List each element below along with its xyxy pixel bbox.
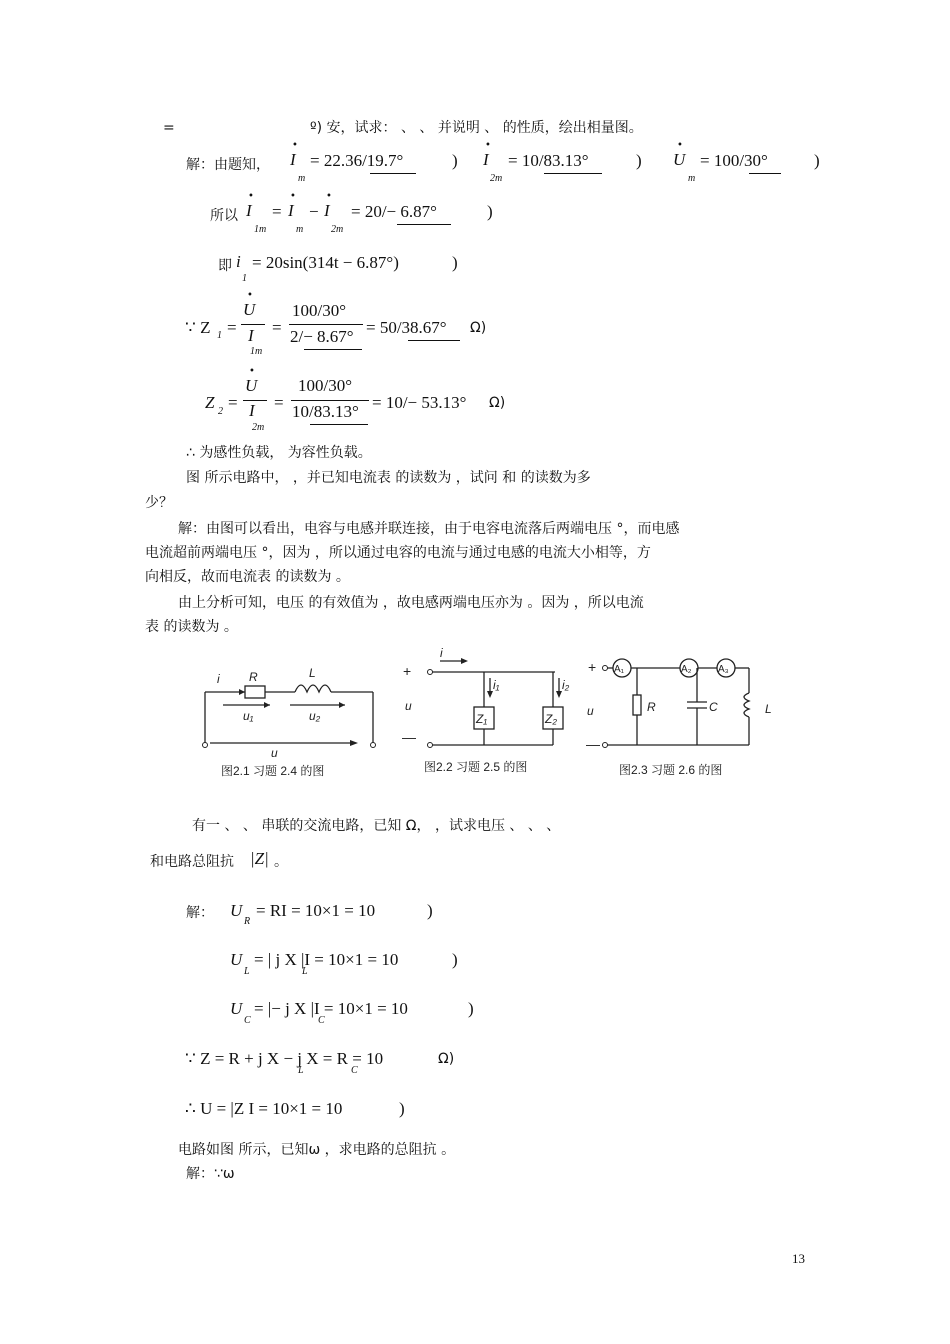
um-value: = 100/30° xyxy=(700,151,768,170)
q2-line1: 图 所示电路中， ，并已知电流表 的读数为 ，试问 和 的读数为多 xyxy=(186,470,591,486)
symbol-I: I xyxy=(290,150,296,169)
i1-expression: = 20sin(314t − 6.87°) xyxy=(252,253,399,272)
q4-line1: 电路如图 所示，已知ω ，求电路的总阻抗 。 xyxy=(178,1142,456,1158)
frac-U-num: U xyxy=(245,376,258,395)
sol1-so: 所以 xyxy=(210,208,238,224)
q3-line1: 有一 、 、 串联的交流电路，已知 Ω， ，试求电压 、 、 、 xyxy=(192,818,561,834)
frac-U-num: U xyxy=(243,300,256,319)
angle-underline xyxy=(544,173,602,174)
z1-lhs: ∵ Z xyxy=(185,318,211,337)
sol3-UL-eq: = | j X |I = 10×1 = 10 xyxy=(254,950,399,969)
sub-1: 1 xyxy=(217,330,222,341)
sol2-p2-line1: 由上分析可知，电压 的有效值为 ，故电感两端电压亦为 。因为 ，所以电流 xyxy=(178,595,644,611)
fig2-label-i: i xyxy=(440,646,443,660)
fig2-caption: 图2.2 习题 2.5 的图 xyxy=(424,760,528,774)
fig3-caption: 图2.3 习题 2.6 的图 xyxy=(619,763,723,777)
i1m-tail: ) xyxy=(487,202,493,221)
sol1-conclusion: ∴ 为感性负载， 为容性负载。 xyxy=(186,445,372,461)
fig1-label-R: R xyxy=(249,670,258,684)
fig1-label-i: i xyxy=(217,672,220,686)
fig2-label-i2: i₂ xyxy=(562,678,570,692)
sub-R: R xyxy=(244,916,251,927)
sub-2: 2 xyxy=(218,406,223,417)
fraction-bar xyxy=(291,400,369,401)
minus-sign: − xyxy=(309,202,319,221)
symbol-I: I xyxy=(288,201,294,220)
q2-line2: 少？ xyxy=(145,495,173,511)
phasor-dot: • xyxy=(247,290,253,301)
z1-result: = 50/38.67° xyxy=(366,318,447,337)
im-tail: ) xyxy=(452,151,458,170)
phasor-dot: • xyxy=(677,140,683,151)
symbol-U: U xyxy=(673,150,686,169)
i1m-eq: = xyxy=(272,202,282,221)
symbol-i: i xyxy=(236,252,241,271)
z2-lhs: Z xyxy=(205,393,215,412)
fig3-ammeter-A2: A₂ xyxy=(681,664,692,675)
fig1-label-u: u xyxy=(271,746,278,760)
sol3-UC-tail: ) xyxy=(468,999,474,1018)
angle-underline xyxy=(310,424,368,425)
q3-line2-b: 。 xyxy=(274,854,288,870)
fig3-label-R: R xyxy=(647,700,656,714)
sub-XC: C xyxy=(351,1065,358,1076)
phasor-dot: • xyxy=(248,191,254,202)
fig3-label-u: u xyxy=(587,704,594,718)
sol3-Z-unit: Ω) xyxy=(438,1051,455,1067)
z2-unit: Ω) xyxy=(489,395,506,411)
sol2-p2-line2: 表 的读数为 。 xyxy=(145,619,238,635)
angle-underline xyxy=(304,349,362,350)
um-tail: ) xyxy=(814,151,820,170)
sub-XL: L xyxy=(302,966,308,977)
sol3-UR-tail: ) xyxy=(427,901,433,920)
angle-underline xyxy=(408,340,460,341)
fig2-plus: + xyxy=(403,663,412,679)
sub-1: 1 xyxy=(242,273,247,284)
equals: = xyxy=(272,318,282,337)
fig3-minus: — xyxy=(586,736,600,752)
sol2-p1-line3: 向相反，故而电流表 的读数为 。 xyxy=(145,569,350,585)
equals: = xyxy=(228,393,238,412)
fig1-label-u2: u₂ xyxy=(309,709,321,723)
fig3-label-C: C xyxy=(709,700,718,714)
phasor-dot: • xyxy=(485,140,491,151)
q3-line2-a: 和电路总阻抗 xyxy=(150,854,234,870)
im-value: = 22.36/19.7° xyxy=(310,151,404,170)
sol1-intro: 解：由题知， xyxy=(186,157,270,173)
fig3-ammeter-A3: A₃ xyxy=(718,664,729,675)
sub-m: m xyxy=(298,173,306,184)
fig1-label-L: L xyxy=(309,666,316,680)
circuit-figures xyxy=(195,645,785,785)
page-number: 13 xyxy=(792,1251,805,1266)
top-line-text: º) 安，试求： 、 、 并说明 、 的性质，绘出相量图。 xyxy=(310,120,643,136)
sub-m: m xyxy=(688,173,696,184)
phasor-dot: • xyxy=(290,191,296,202)
symbol-I2: I xyxy=(483,150,489,169)
fraction-bar xyxy=(241,324,265,325)
q3-total-impedance: |Z| xyxy=(250,849,269,868)
sol2-p1-line2: 电流超前两端电压 °，因为 ，所以通过电容的电流与通过电感的电流大小相等，方 xyxy=(145,545,651,561)
fig1-label-u1: u₁ xyxy=(243,709,254,723)
equals: = xyxy=(227,318,237,337)
z2-numerator: 100/30° xyxy=(298,376,353,395)
i1m-rhs: = 20/− 6.87° xyxy=(351,202,437,221)
sol2-p1-line1: 解：由图可以看出，电容与电感并联连接，由于电容电流落后两端电压 °，而电感 xyxy=(178,521,680,537)
sub-m: m xyxy=(296,224,304,235)
frac-I-den: I xyxy=(248,326,254,345)
i2m-tail: ) xyxy=(636,151,642,170)
z1-numerator: 100/30° xyxy=(292,301,347,320)
sub-1m: 1m xyxy=(254,224,267,235)
fig2-label-u: u xyxy=(405,699,412,713)
fig2-label-Z1: Z₁ xyxy=(476,712,488,726)
equals: = xyxy=(274,393,284,412)
phasor-dot: • xyxy=(292,140,298,151)
sub-XL: L xyxy=(298,1065,304,1076)
fig3-ammeter-A1: A₁ xyxy=(614,664,625,675)
sub-2m: 2m xyxy=(252,422,265,433)
sub-1m: 1m xyxy=(250,346,263,357)
angle-underline xyxy=(749,173,781,174)
sol3-jie: 解： xyxy=(186,905,214,921)
sol3-UR-eq: = RI = 10×1 = 10 xyxy=(256,901,376,920)
z2-result: = 10/− 53.13° xyxy=(372,393,467,412)
symbol-I: I xyxy=(324,201,330,220)
fig2-label-i1: i₁ xyxy=(493,678,500,692)
sol1-ji: 即 xyxy=(218,258,232,274)
fig3-plus: + xyxy=(588,659,597,675)
sub-L: L xyxy=(244,966,250,977)
sub-C: C xyxy=(244,1015,251,1026)
angle-underline xyxy=(370,173,416,174)
symbol-I: I xyxy=(246,201,252,220)
sub-2m: 2m xyxy=(490,173,503,184)
z2-denominator: 10/83.13° xyxy=(292,402,359,421)
sub-XC: C xyxy=(318,1015,325,1026)
q4-line2: 解：∵ω xyxy=(186,1166,235,1182)
phasor-dot: • xyxy=(326,191,332,202)
fig2-minus: — xyxy=(402,729,416,745)
fig2-label-Z2: Z₂ xyxy=(545,712,557,726)
frac-I-den: I xyxy=(249,401,255,420)
fig3-label-L: L xyxy=(765,702,772,716)
sol3-Z-line: ∵ Z = R + j X − j X = R = 10 xyxy=(185,1049,384,1068)
z1-unit: Ω) xyxy=(470,320,487,336)
sol3-UC: U xyxy=(230,999,243,1018)
fraction-bar xyxy=(243,400,267,401)
top-equals: = xyxy=(163,120,175,136)
sub-2m: 2m xyxy=(331,224,344,235)
phasor-dot: • xyxy=(249,366,255,377)
sol3-UL-tail: ) xyxy=(452,950,458,969)
i1-tail: ) xyxy=(452,253,458,272)
angle-underline xyxy=(397,224,451,225)
sol3-UR: U xyxy=(230,901,243,920)
z1-denominator: 2/− 8.67° xyxy=(290,327,354,346)
fig1-caption: 图2.1 习题 2.4 的图 xyxy=(221,764,325,778)
sol3-U-tail: ) xyxy=(399,1099,405,1118)
sol3-UL: U xyxy=(230,950,243,969)
i2m-value: = 10/83.13° xyxy=(508,151,589,170)
fraction-bar xyxy=(289,324,363,325)
sol3-U-line: ∴ U = |Z I = 10×1 = 10 xyxy=(185,1099,343,1118)
sol3-UC-eq: = |− j X |I = 10×1 = 10 xyxy=(254,999,408,1018)
